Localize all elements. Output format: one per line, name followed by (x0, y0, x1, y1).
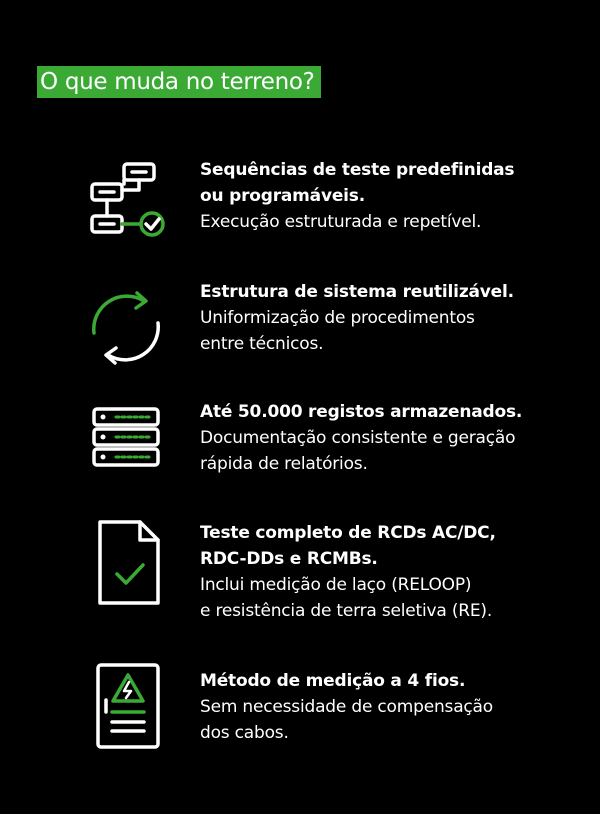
page-title: O que muda no terreno? (37, 66, 321, 98)
feature-description: Inclui medição de laço (RELOOP) e resistência de terra seletiva (RE). (200, 575, 493, 621)
feature-description: Execução estruturada e repetível. (200, 212, 482, 232)
feature-heading: Até 50.000 registos armazenados. (200, 402, 523, 422)
server-storage-icon (82, 389, 172, 479)
feature-heading: Teste completo de RCDs AC/DC, RDC-DDs e RCMBs. (200, 523, 496, 569)
feature-description: Sem necessidade de compensação dos cabos. (200, 697, 493, 743)
feature-description: Uniformização de procedimentos entre técnicos. (200, 308, 475, 354)
refresh-cycle-icon (82, 283, 172, 373)
document-check-icon (82, 517, 172, 607)
feature-heading: Estrutura de sistema reutilizável. (200, 282, 514, 302)
feature-heading: Método de medição a 4 fios. (200, 671, 466, 691)
feature-description: Documentação consistente e geração rápida de relatórios. (200, 428, 516, 474)
feature-heading: Sequências de teste predefinidas ou programáveis. (200, 160, 515, 206)
electrical-panel-icon (82, 660, 172, 750)
flow-checklist-icon (82, 152, 172, 242)
